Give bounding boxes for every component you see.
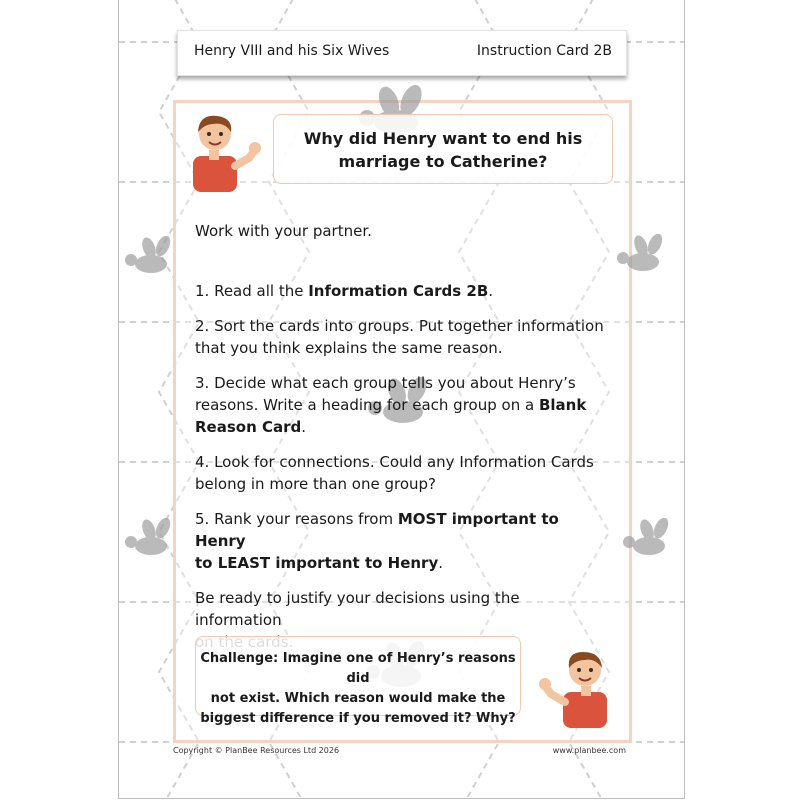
challenge-line-1: Challenge: Imagine one of Henry’s reasons did bbox=[200, 651, 516, 686]
challenge-line-3: biggest difference if you removed it? Why? bbox=[200, 711, 516, 726]
card-header-bar bbox=[177, 30, 627, 76]
card-label: Instruction Card 2B bbox=[476, 43, 612, 59]
challenge-text bbox=[196, 649, 520, 729]
bee-watermark-icon bbox=[611, 234, 671, 279]
header-title: Henry VIII and his Six Wives bbox=[194, 43, 390, 59]
bee-watermark-icon bbox=[119, 236, 179, 281]
question-line-2: marriage to Catherine? bbox=[338, 152, 548, 171]
closing-note: Be ready to justify your decisions using the information bbox=[195, 589, 520, 629]
step-1: 1. Read all the Information Cards 2B. bbox=[195, 282, 494, 300]
step-4: 4. Look for connections. Could any Information Cards belong in more than one group? bbox=[195, 453, 594, 493]
question-bubble bbox=[273, 114, 613, 184]
copyright-footer: Copyright © PlanBee Resources Ltd 2026 bbox=[173, 746, 340, 755]
bee-watermark-icon bbox=[119, 518, 179, 563]
boy-character-icon bbox=[187, 110, 263, 192]
question-text bbox=[274, 127, 612, 173]
website-footer: www.planbee.com bbox=[552, 746, 626, 755]
boy-character-icon bbox=[537, 646, 613, 728]
challenge-bubble bbox=[195, 636, 521, 726]
instruction-steps bbox=[195, 280, 607, 666]
instruction-card-page bbox=[118, 0, 685, 799]
challenge-line-2: not exist. Which reason would make the bbox=[210, 691, 506, 706]
intro-text: Work with your partner. bbox=[195, 222, 372, 240]
step-5: 5. Rank your reasons from MOST important to Henry to LEAST important to Henry. bbox=[195, 510, 559, 572]
bee-watermark-icon bbox=[617, 518, 677, 563]
question-line-1: Why did Henry want to end his bbox=[303, 129, 583, 148]
step-3: 3. Decide what each group tells you about Henry’s reasons. Write a heading for each group on a Blank Reason Card. bbox=[195, 374, 587, 436]
step-2: 2. Sort the cards into groups. Put together information that you think explains the same reason. bbox=[195, 317, 604, 357]
